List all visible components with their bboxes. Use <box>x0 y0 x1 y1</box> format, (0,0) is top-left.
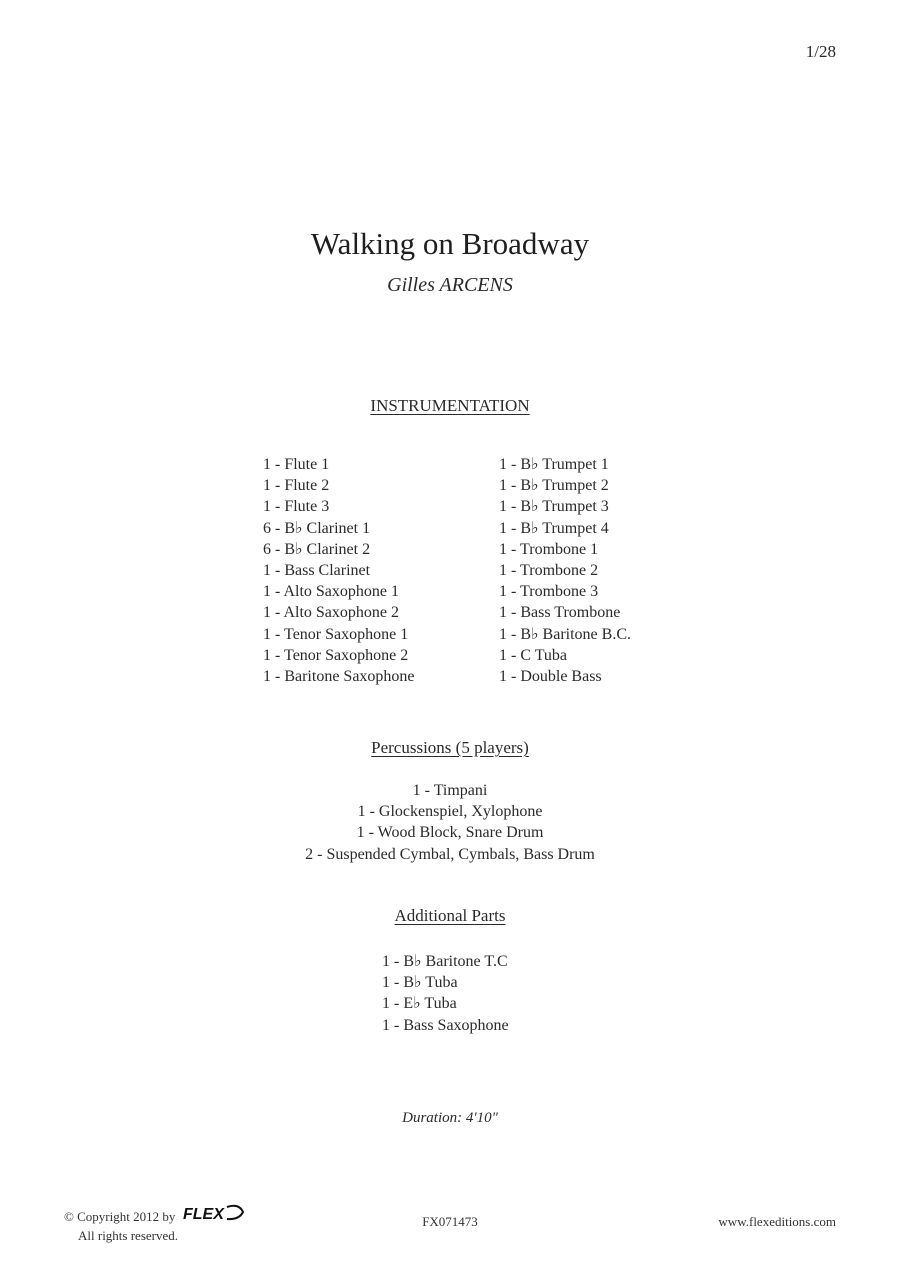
instrumentation-right-column <box>499 454 631 687</box>
instrument-line: 1 - Trombone 3 <box>499 583 599 601</box>
instrument-line: 1 - B♭ Baritone B.C. <box>499 625 631 643</box>
website-link[interactable]: www.flexeditions.com <box>718 1214 836 1229</box>
instrumentation-left-column <box>263 454 415 687</box>
percussion-list <box>0 780 900 865</box>
page-number: 1/28 <box>805 42 836 61</box>
duration: Duration: 4'10" <box>402 1110 498 1126</box>
instrument-line: 1 - Trombone 1 <box>499 540 599 558</box>
percussion-heading-text: Percussions (5 players) <box>371 738 529 757</box>
additional-parts-heading <box>0 906 900 926</box>
instrumentation-heading <box>0 396 900 416</box>
instrumentation-heading-text: INSTRUMENTATION <box>370 396 530 415</box>
additional-part-line: 1 - B♭ Tuba <box>382 974 458 992</box>
percussion-heading <box>0 738 900 758</box>
instrument-line: 1 - Tenor Saxophone 2 <box>263 646 409 664</box>
page-title: Walking on Broadway <box>310 226 590 261</box>
instrument-line: 1 - Bass Trombone <box>499 604 621 622</box>
instrument-line: 1 - Double Bass <box>499 668 602 686</box>
instrument-line: 1 - B♭ Trumpet 2 <box>499 477 609 495</box>
flex-logo-text: FLEX <box>182 1206 224 1223</box>
percussion-line: 2 - Suspended Cymbal, Cymbals, Bass Drum <box>305 845 595 863</box>
additional-part-line: 1 - E♭ Tuba <box>382 995 457 1013</box>
instrument-line: 1 - Flute 1 <box>263 456 330 473</box>
instrument-line: 1 - Bass Clarinet <box>263 562 371 580</box>
additional-part-line: 1 - B♭ Baritone T.C <box>382 953 508 970</box>
instrument-line: 6 - B♭ Clarinet 1 <box>263 519 371 537</box>
instrument-line: 1 - Flute 3 <box>263 498 330 516</box>
instrument-line: 1 - B♭ Trumpet 1 <box>499 456 609 473</box>
instrument-line: 1 - Flute 2 <box>263 477 330 495</box>
additional-part-line: 1 - Bass Saxophone <box>382 1016 509 1034</box>
percussion-line: 1 - Glockenspiel, Xylophone <box>357 803 543 821</box>
instrument-line: 1 - Alto Saxophone 2 <box>263 604 399 622</box>
percussion-line: 1 - Timpani <box>412 782 488 799</box>
additional-parts-list <box>382 951 509 1036</box>
instrument-line: 1 - B♭ Trumpet 4 <box>499 519 609 537</box>
copyright-text: © Copyright 2012 by <box>64 1209 176 1224</box>
catalog-number: FX071473 <box>422 1214 478 1229</box>
composer-name: Gilles ARCENS <box>387 274 513 296</box>
additional-parts-heading-text: Additional Parts <box>394 906 506 925</box>
instrument-line: 6 - B♭ Clarinet 2 <box>263 540 371 558</box>
percussion-line: 1 - Wood Block, Snare Drum <box>356 824 544 842</box>
rights-text: All rights reserved. <box>78 1228 179 1243</box>
instrument-line: 1 - Alto Saxophone 1 <box>263 583 399 601</box>
instrument-line: 1 - Tenor Saxophone 1 <box>263 625 409 643</box>
instrument-line: 1 - Baritone Saxophone <box>263 668 415 686</box>
instrument-line: 1 - B♭ Trumpet 3 <box>499 498 609 516</box>
instrument-line: 1 - Trombone 2 <box>499 562 599 580</box>
instrument-line: 1 - C Tuba <box>499 646 568 664</box>
